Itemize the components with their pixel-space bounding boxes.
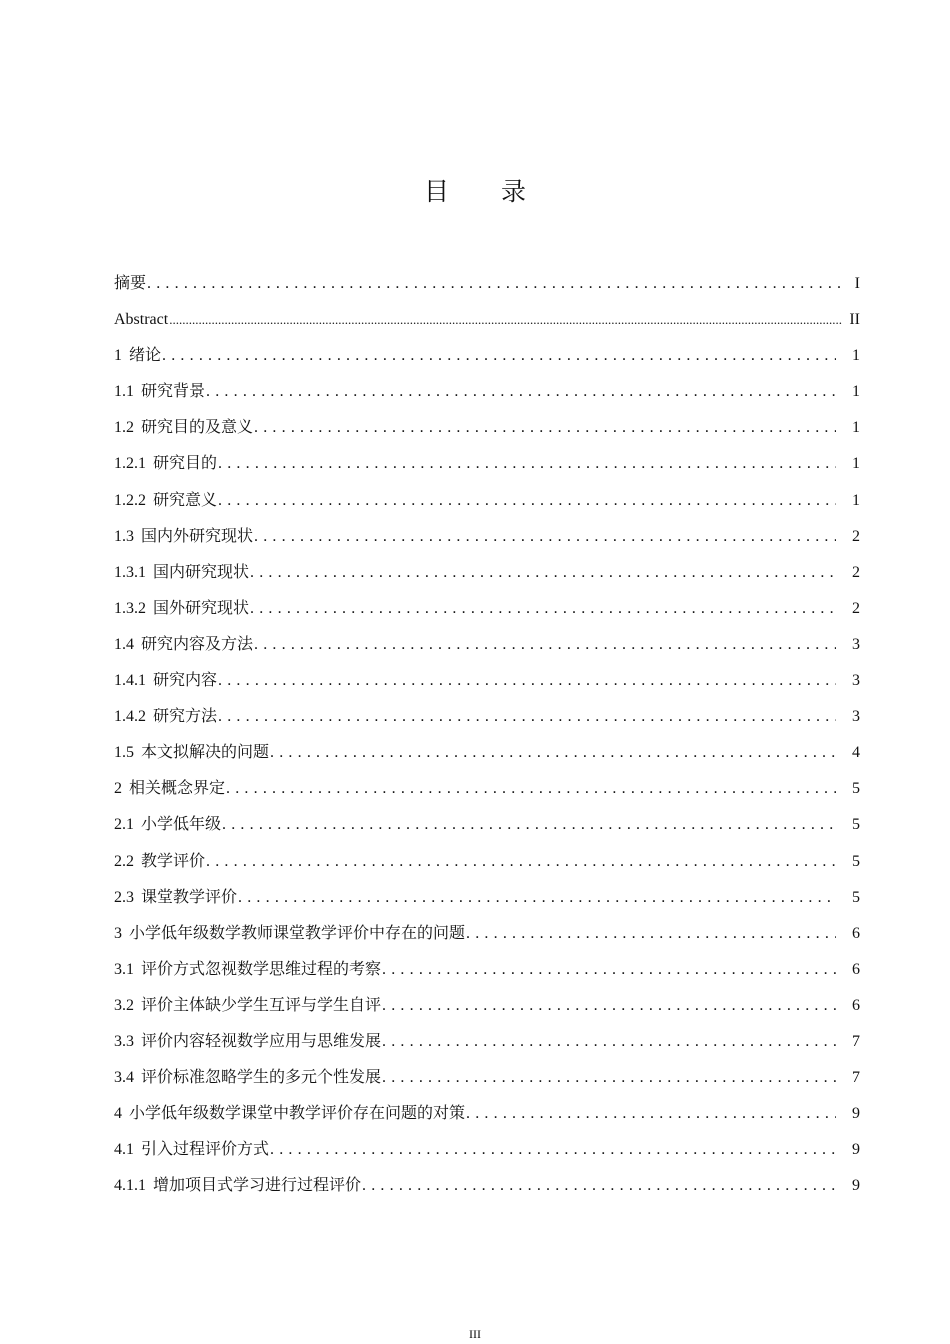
toc-entry-page: 3 [852,672,860,690]
toc-entry-page: 7 [852,1069,860,1087]
toc-entry-label: 摘要 [114,275,147,292]
toc-entry[interactable] [114,403,860,439]
toc-entry-number: 1.2 [114,419,134,437]
toc-entry-page: 6 [852,924,860,942]
toc-entry[interactable] [114,692,860,728]
toc-entry-page: 3 [852,635,860,653]
toc-entry-page: 9 [852,1141,860,1159]
toc-entry-label: 增加项目式学习进行过程评价 [153,1177,362,1195]
toc-entry-number: 1 [114,347,122,365]
toc-entry-number: 1.2.1 [114,455,146,473]
toc-entry[interactable] [114,331,860,367]
toc-entry-label: 本文拟解决的问题 [141,744,270,762]
toc-entry-abstract-en[interactable] [114,295,860,331]
toc-dot-leader [362,1175,836,1197]
toc-entry-label: 评价主体缺少学生互评与学生自评 [141,996,382,1014]
toc-entry-label: 研究内容及方法 [141,635,254,653]
toc-entry-number: 4.1.1 [114,1177,146,1195]
toc-entry[interactable] [114,981,860,1017]
toc-entry-page: 5 [852,852,860,870]
toc-entry-label: 教学评价 [141,852,206,870]
toc-entry-page: 6 [852,996,860,1014]
toc-dot-leader [466,1103,836,1125]
toc-entry-number: 1.3 [114,527,134,545]
toc-entry[interactable] [114,656,860,692]
toc-entry-number: 3.1 [114,960,134,978]
toc-entry[interactable] [114,620,860,656]
toc-dot-leader [206,851,836,873]
toc-entry[interactable] [114,512,860,548]
toc-dot-leader [254,526,836,548]
page-number: III [469,1327,481,1341]
toc-entry-page: 6 [852,960,860,978]
toc-dot-leader [382,959,836,981]
toc-entry[interactable] [114,367,860,403]
toc-entry-number: 4 [114,1105,122,1123]
toc-entry-label: 国内研究现状 [153,563,250,581]
toc-entry-page: 5 [852,780,860,798]
toc-entry-label: 研究背景 [141,383,206,401]
toc-dot-leader [466,923,836,945]
toc-dot-leader [270,1139,836,1161]
toc-dot-leader [206,381,836,403]
toc-entry[interactable] [114,873,860,909]
toc-dot-leader [218,490,836,512]
toc-entry[interactable] [114,909,860,945]
toc-entry-number: 2.2 [114,852,134,870]
toc-entry-label: 课堂教学评价 [141,888,238,906]
toc-dot-leader [222,814,836,836]
toc-entry[interactable] [114,1017,860,1053]
toc-entry[interactable] [114,584,860,620]
toc-entry-page: 1 [852,383,860,401]
toc-entry-page: 5 [852,888,860,906]
toc-entry-page: 3 [852,708,860,726]
toc-dot-leader [254,417,836,439]
toc-entry[interactable] [114,728,860,764]
page-title: 目 录 [424,177,548,206]
toc-entry-number: 2 [114,780,122,798]
toc-entry-label: 绪论 [129,347,162,365]
toc-entry[interactable] [114,764,860,800]
toc-entry[interactable] [114,439,860,475]
toc-dot-leader [250,598,836,620]
toc-entry-number: 1.1 [114,383,134,401]
toc-entry-label: 小学低年级数学教师课堂教学评价中存在的问题 [129,924,466,942]
toc-entry-page: II [849,311,860,329]
toc-dot-leader [226,778,836,800]
toc-entry[interactable] [114,1125,860,1161]
toc-dot-leader [218,670,836,692]
toc-entry-number: 1.4.1 [114,672,146,690]
toc-entry-number: 1.2.2 [114,491,146,509]
toc-entry-label: 研究目的 [153,455,218,473]
toc-entry-label: 国内外研究现状 [141,527,254,545]
toc-entry-page: 7 [852,1032,860,1050]
toc-dot-leader [162,345,836,367]
toc-entry-label: 评价方式忽视数学思维过程的考察 [141,960,382,978]
toc-entry-page: 1 [852,455,860,473]
toc-entry-number: 1.3.2 [114,599,146,617]
toc-entry-label: 研究目的及意义 [141,419,254,437]
toc-entry-label: 研究内容 [153,672,218,690]
toc-entry-page: 9 [852,1177,860,1195]
toc-entry-page: 5 [852,816,860,834]
toc-entry[interactable] [114,475,860,511]
toc-entry-page: 9 [852,1105,860,1123]
toc-dot-leader [169,309,842,331]
toc-entry-number: 3.3 [114,1032,134,1050]
toc-dot-leader [250,562,836,584]
table-of-contents [114,257,860,1197]
toc-entry-page: 4 [852,744,860,762]
toc-entry[interactable] [114,548,860,584]
toc-entry-label: 小学低年级数学课堂中教学评价存在问题的对策 [129,1105,466,1123]
toc-entry-number: 1.5 [114,744,134,762]
toc-entry-page: I [854,275,860,292]
toc-dot-leader [270,742,836,764]
toc-entry-label: 评价内容轻视数学应用与思维发展 [141,1032,382,1050]
toc-entry-number: 4.1 [114,1141,134,1159]
toc-dot-leader [218,706,836,728]
toc-entry-number: 3.2 [114,996,134,1014]
toc-entry[interactable] [114,800,860,836]
toc-dot-leader [382,1067,836,1089]
toc-entry-number: 3 [114,924,122,942]
toc-entry[interactable] [114,1089,860,1125]
toc-entry[interactable] [114,1161,860,1197]
toc-entry-number: 1.4 [114,635,134,653]
toc-entry-page: 2 [852,599,860,617]
toc-entry-page: 2 [852,527,860,545]
toc-entry-label: 研究方法 [153,708,218,726]
toc-dot-leader [147,273,842,295]
toc-dot-leader [238,887,836,909]
toc-entry-label: 评价标准忽略学生的多元个性发展 [141,1069,382,1087]
toc-entry-label: 研究意义 [153,491,218,509]
toc-entry-page: 1 [852,491,860,509]
toc-entry[interactable] [114,836,860,872]
toc-entry[interactable] [114,1053,860,1089]
toc-entry-abstract-cn[interactable] [114,257,860,295]
toc-dot-leader [382,995,836,1017]
toc-dot-leader [254,634,836,656]
toc-entry-number: 1.4.2 [114,708,146,726]
toc-entry-number: 1.3.1 [114,563,146,581]
toc-entry-number: 2.3 [114,888,134,906]
toc-entry-label: Abstract [114,311,169,329]
toc-entry-page: 1 [852,419,860,437]
toc-entry-label: 小学低年级 [141,816,222,834]
toc-entry-number: 2.1 [114,816,134,834]
toc-entry-label: 引入过程评价方式 [141,1141,270,1159]
toc-dot-leader [382,1031,836,1053]
toc-entry[interactable] [114,945,860,981]
toc-dot-leader [218,453,836,475]
toc-entry-page: 2 [852,563,860,581]
toc-entry-page: 1 [852,347,860,365]
toc-entry-label: 相关概念界定 [129,780,226,798]
toc-entry-number: 3.4 [114,1069,134,1087]
toc-entry-label: 国外研究现状 [153,599,250,617]
